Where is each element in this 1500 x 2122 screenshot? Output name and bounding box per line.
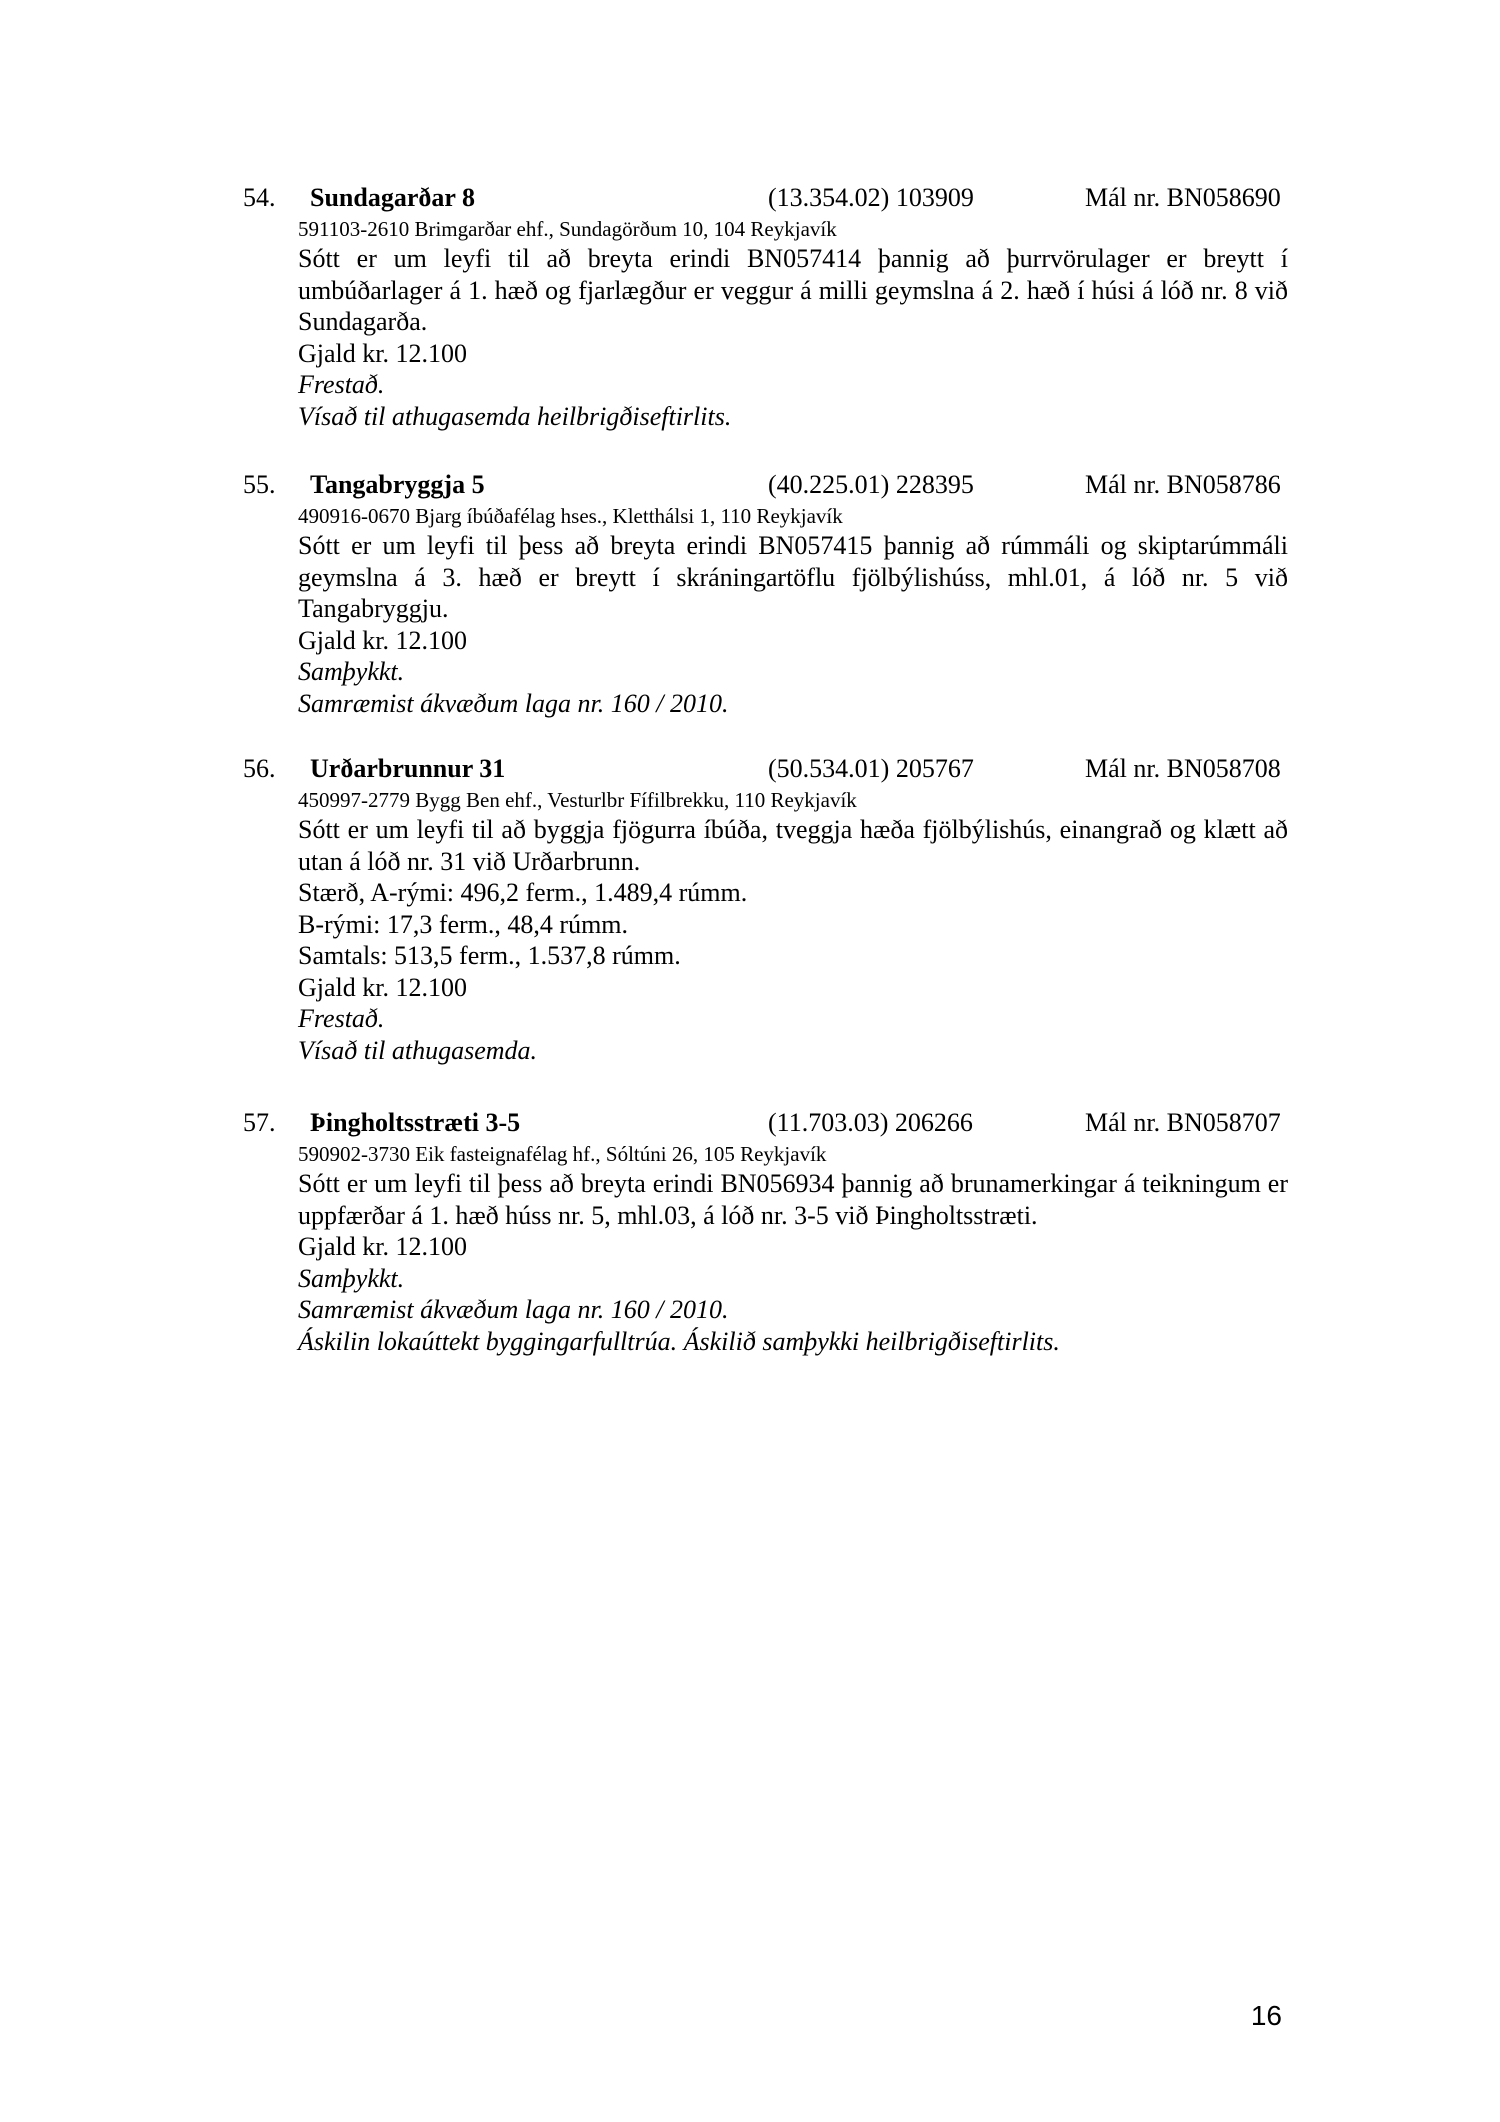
cadastre-number: (13.354.02) 103909 (768, 183, 974, 212)
case-entry (0, 468, 1500, 719)
decision: Samþykkt. (298, 1263, 405, 1293)
case-entry (0, 181, 1500, 432)
case-number: Mál nr. BN058708 (1085, 754, 1281, 783)
entry-headline (0, 752, 1500, 786)
cadastre-number: (50.534.01) 205767 (768, 754, 974, 783)
note: Vísað til athugasemda. (298, 1035, 538, 1065)
fee: Gjald kr. 12.100 (298, 1232, 467, 1261)
entry-headline (0, 468, 1500, 502)
note: Samræmist ákvæðum laga nr. 160 / 2010. (298, 688, 729, 718)
page-number: 16 (1250, 2000, 1282, 2031)
fee: Gjald kr. 12.100 (298, 972, 467, 1002)
case-number: Mál nr. BN058690 (1085, 183, 1281, 212)
entry-title: Sundagarðar 8 (310, 183, 475, 212)
fee: Gjald kr. 12.100 (298, 338, 467, 368)
entry-number: 55. (243, 470, 276, 499)
applicant: 490916-0670 Bjarg íbúðafélag hses., Kletthálsi 1, 110 Reykjavík (298, 504, 843, 528)
entry-number: 54. (243, 183, 276, 212)
entry-title: Tangabryggja 5 (310, 470, 485, 499)
entry-headline (0, 1106, 1500, 1140)
case-number: Mál nr. BN058786 (1085, 470, 1281, 499)
note: Vísað til athugasemda heilbrigðiseftirlits. (298, 401, 732, 431)
note: Áskilin lokaúttekt byggingarfulltrúa. Áskilið samþykki heilbrigðiseftirlits. (298, 1326, 1060, 1356)
entry-number: 56. (243, 754, 276, 783)
case-number: Mál nr. BN058707 (1085, 1108, 1281, 1137)
applicant: 590902-3730 Eik fasteignafélag hf., Sóltúni 26, 105 Reykjavík (298, 1142, 827, 1166)
size-b-space: B-rými: 17,3 ferm., 48,4 rúmm. (298, 909, 629, 939)
case-entry (0, 752, 1500, 1066)
description: Sótt er um leyfi til að byggja fjögurra íbúða, tveggja hæða fjölbýlishús, einangrað og klætt að utan á lóð nr. 31 við Urðarbrunn. (298, 815, 1288, 876)
cadastre-number: (11.703.03) 206266 (768, 1108, 973, 1137)
description: Sótt er um leyfi til þess að breyta erindi BN057415 þannig að rúmmáli og skiptarúmmáli geymslna á 3. hæð er breytt í skráningartöflu fjölbýlishúss, mhl.01, á lóð nr. 5 við Tangabryggju. (298, 531, 1288, 623)
size-a-space: Stærð, A-rými: 496,2 ferm., 1.489,4 rúmm. (298, 878, 748, 907)
decision: Frestað. (298, 370, 385, 399)
fee: Gjald kr. 12.100 (298, 625, 467, 655)
applicant: 591103-2610 Brimgarðar ehf., Sundagörðum 10, 104 Reykjavík (298, 217, 837, 241)
entry-title: Urðarbrunnur 31 (310, 754, 506, 783)
size-total: Samtals: 513,5 ferm., 1.537,8 rúmm. (298, 941, 681, 970)
entry-headline (0, 181, 1500, 215)
case-entry (0, 1106, 1500, 1357)
description: Sótt er um leyfi til að breyta erindi BN057414 þannig að þurrvörulager er breytt í umbúðarlager á 1. hæð og fjarlægður er veggur á milli geymslna á 2. hæð í húsi á lóð nr. 8 við Sundagarða. (298, 244, 1288, 336)
applicant: 450997-2779 Bygg Ben ehf., Vesturlbr Fífilbrekku, 110 Reykjavík (298, 788, 857, 812)
description: Sótt er um leyfi til þess að breyta erindi BN056934 þannig að brunamerkingar á teikningum er uppfærðar á 1. hæð húss nr. 5, mhl.03, á lóð nr. 3-5 við Þingholtsstræti. (298, 1169, 1288, 1230)
cadastre-number: (40.225.01) 228395 (768, 470, 974, 499)
entry-title: Þingholtsstræti 3-5 (310, 1108, 521, 1137)
decision: Samþykkt. (298, 657, 405, 686)
entry-number: 57. (243, 1108, 276, 1137)
decision: Frestað. (298, 1004, 385, 1033)
note: Samræmist ákvæðum laga nr. 160 / 2010. (298, 1295, 729, 1324)
